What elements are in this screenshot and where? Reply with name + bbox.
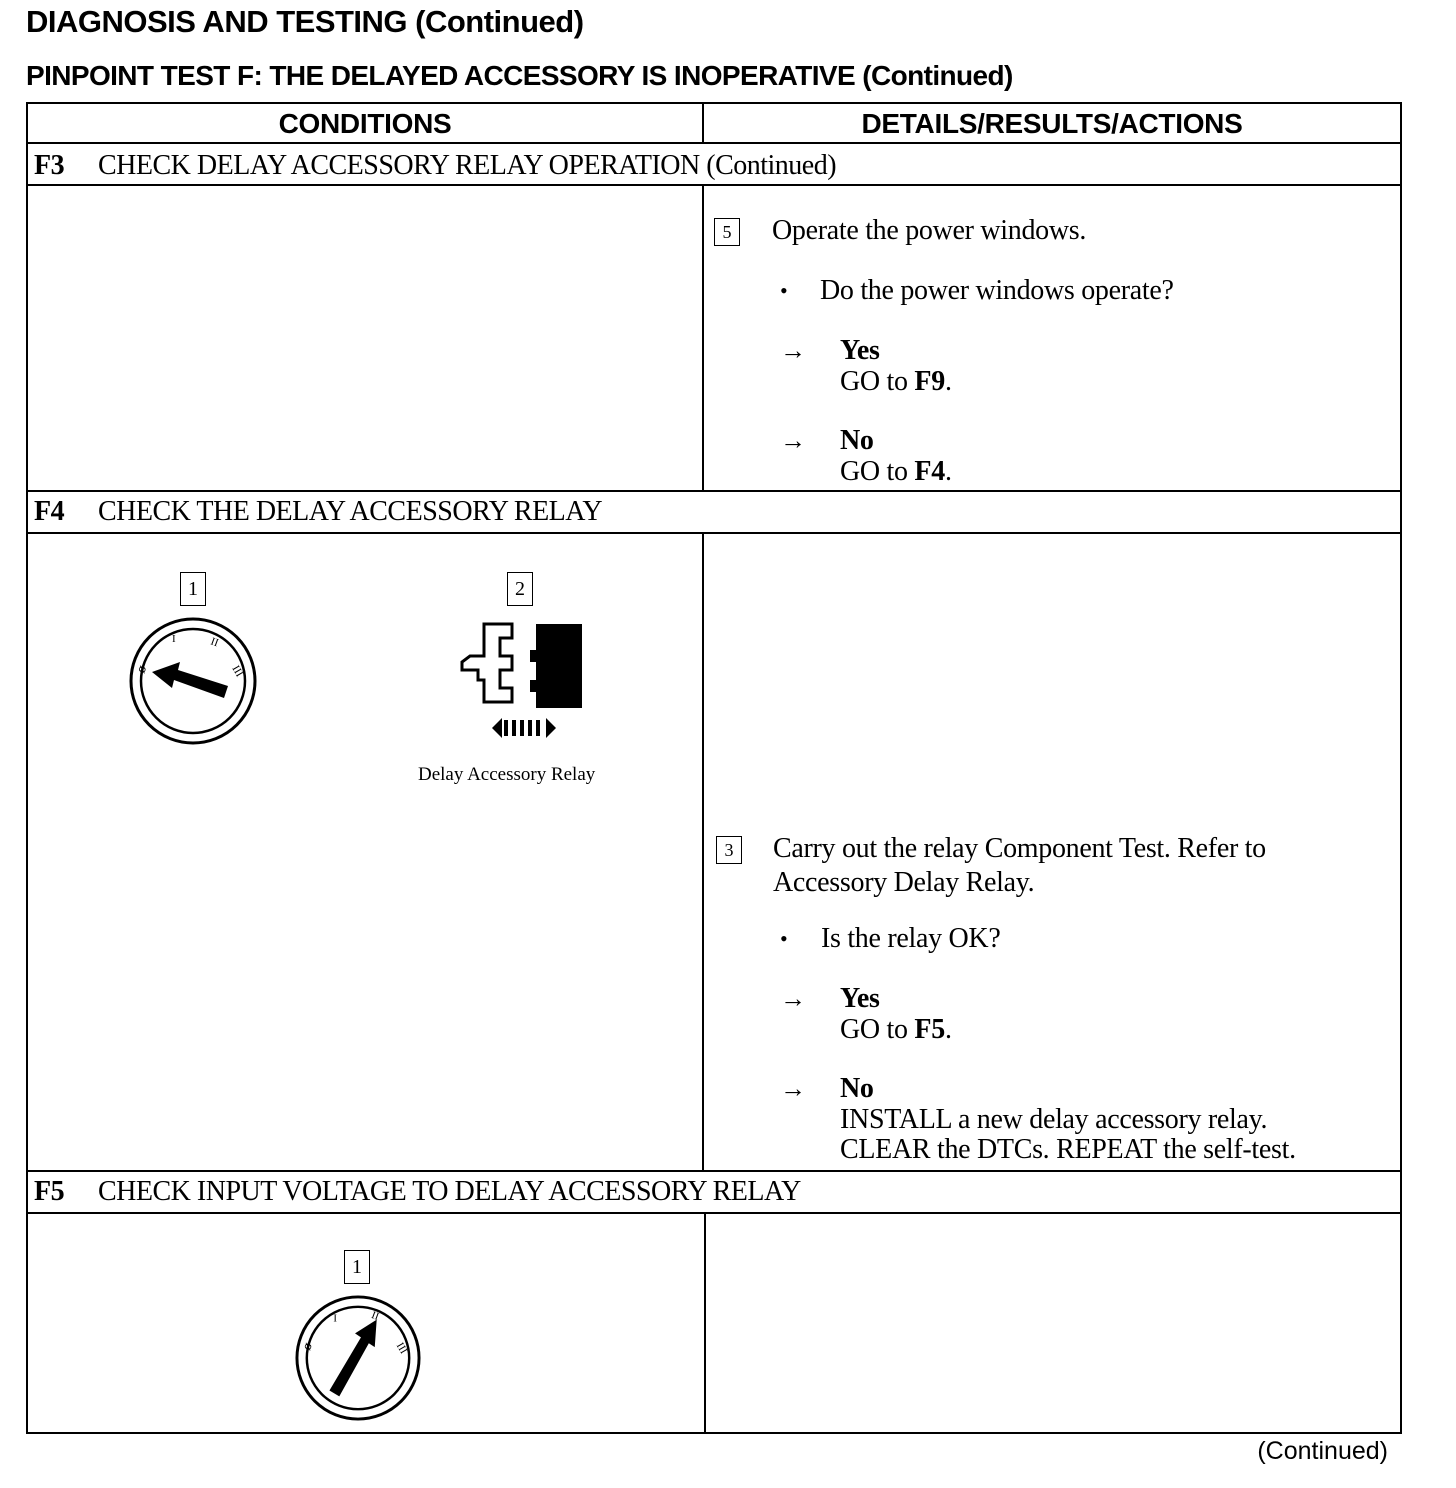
step-id: F5 (34, 1176, 65, 1207)
column-divider (704, 1212, 706, 1434)
svg-text:I: I (172, 633, 176, 645)
svg-text:III: III (393, 1340, 410, 1357)
page-title: DIAGNOSIS AND TESTING (Continued) (26, 4, 584, 39)
column-header-details: DETAILS/RESULTS/ACTIONS (861, 108, 1243, 139)
right-arrow-icon: → (780, 426, 806, 455)
step-id: F3 (34, 150, 65, 181)
delay-accessory-relay-icon (456, 616, 592, 746)
row-divider (28, 1170, 1400, 1172)
ignition-switch-run-icon (294, 1294, 422, 1422)
no-action-line1: INSTALL a new delay accessory relay. (840, 1104, 1268, 1135)
right-arrow-icon: → (780, 336, 806, 365)
step-f3-header (34, 150, 836, 182)
bullet: • (780, 278, 788, 303)
row-divider (28, 142, 1400, 144)
column-divider (702, 532, 704, 1170)
figure-number-box: 1 (344, 1250, 370, 1284)
right-arrow-icon: → (780, 984, 806, 1013)
step-title: CHECK INPUT VOLTAGE TO DELAY ACCESSORY RELAY (98, 1176, 801, 1207)
yes-action: GO to F9. (840, 366, 952, 397)
question-text: Do the power windows operate? (820, 275, 1174, 306)
row-divider (28, 184, 1400, 186)
row-divider (28, 532, 1400, 534)
substep-number-box: 5 (714, 218, 740, 246)
substep-number-box: 3 (716, 836, 742, 864)
yes-label: Yes (840, 983, 880, 1014)
svg-text:ø: ø (133, 663, 150, 676)
instruction-text-line1: Carry out the relay Component Test. Refer to (773, 833, 1266, 864)
figure-caption: Delay Accessory Relay (418, 764, 596, 785)
pinpoint-test-table (26, 102, 1402, 1434)
figure-number-box: 1 (180, 572, 206, 606)
figure-number-box: 2 (507, 572, 533, 606)
column-header-conditions: CONDITIONS (278, 108, 452, 139)
instruction-text: Operate the power windows. (772, 215, 1087, 246)
svg-text:III: III (229, 663, 246, 680)
step-title: CHECK DELAY ACCESSORY RELAY OPERATION (Continued) (98, 150, 837, 181)
svg-text:II: II (369, 1309, 381, 1323)
yes-label: Yes (840, 335, 880, 366)
svg-text:ø: ø (299, 1340, 316, 1353)
instruction-text-line2: Accessory Delay Relay. (773, 867, 1035, 898)
no-action-line2: CLEAR the DTCs. REPEAT the self-test. (840, 1134, 1296, 1165)
row-divider (28, 490, 1400, 492)
step-id: F4 (34, 496, 65, 527)
row-divider (28, 1212, 1400, 1214)
ignition-switch-off-icon (128, 616, 258, 746)
step-f4-header (34, 496, 602, 528)
yes-action: GO to F5. (840, 1014, 952, 1045)
no-label: No (840, 425, 874, 456)
no-label: No (840, 1073, 874, 1104)
right-arrow-icon: → (780, 1074, 806, 1103)
no-action: GO to F4. (840, 456, 952, 487)
bullet: • (780, 926, 788, 951)
continued-footer: (Continued) (1257, 1437, 1388, 1465)
svg-text:II: II (208, 635, 220, 650)
svg-text:I: I (333, 1312, 337, 1325)
step-title: CHECK THE DELAY ACCESSORY RELAY (98, 496, 603, 527)
pinpoint-test-title: PINPOINT TEST F: THE DELAYED ACCESSORY IS INOPERATIVE (Continued) (26, 60, 1013, 91)
step-f5-header (34, 1176, 801, 1208)
question-text: Is the relay OK? (821, 923, 1001, 954)
column-divider (702, 184, 704, 490)
